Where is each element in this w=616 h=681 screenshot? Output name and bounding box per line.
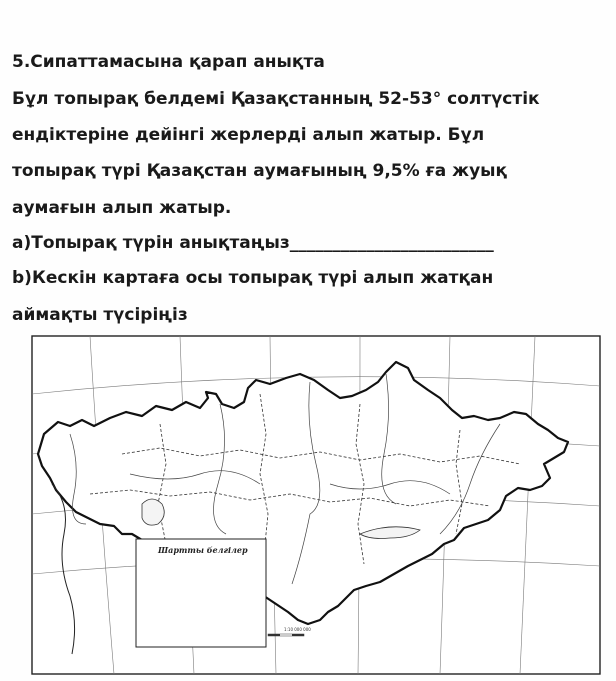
kazakhstan-contour-map <box>30 334 602 676</box>
description-line-2: ендіктеріне дейінгі жерлерді алып жатыр. Бұл <box>12 125 485 145</box>
question-b-line-1: b)Кескін картаға осы топырақ түрі алып жатқан <box>12 268 494 288</box>
scale-label: 1:10 000 000 <box>284 627 311 632</box>
description-line-1: Бұл топырақ белдемі Қазақстанның 52-53° солтүстік <box>12 89 540 109</box>
aral-sea <box>142 499 164 525</box>
legend-title: Шартты белгілер <box>158 545 248 555</box>
description-line-3: топырақ түрі Қазақстан аумағының 9,5% ға жуық <box>12 161 508 181</box>
map-legend <box>136 539 266 647</box>
description-line-4: аумағын алып жатыр. <box>12 198 232 218</box>
task-heading: 5.Сипаттамасына қарап анықта <box>12 52 325 72</box>
question-b-line-2: аймақты түсіріңіз <box>12 305 188 325</box>
question-a: а)Топырақ түрін анықтаңыз________________________ <box>12 233 494 253</box>
